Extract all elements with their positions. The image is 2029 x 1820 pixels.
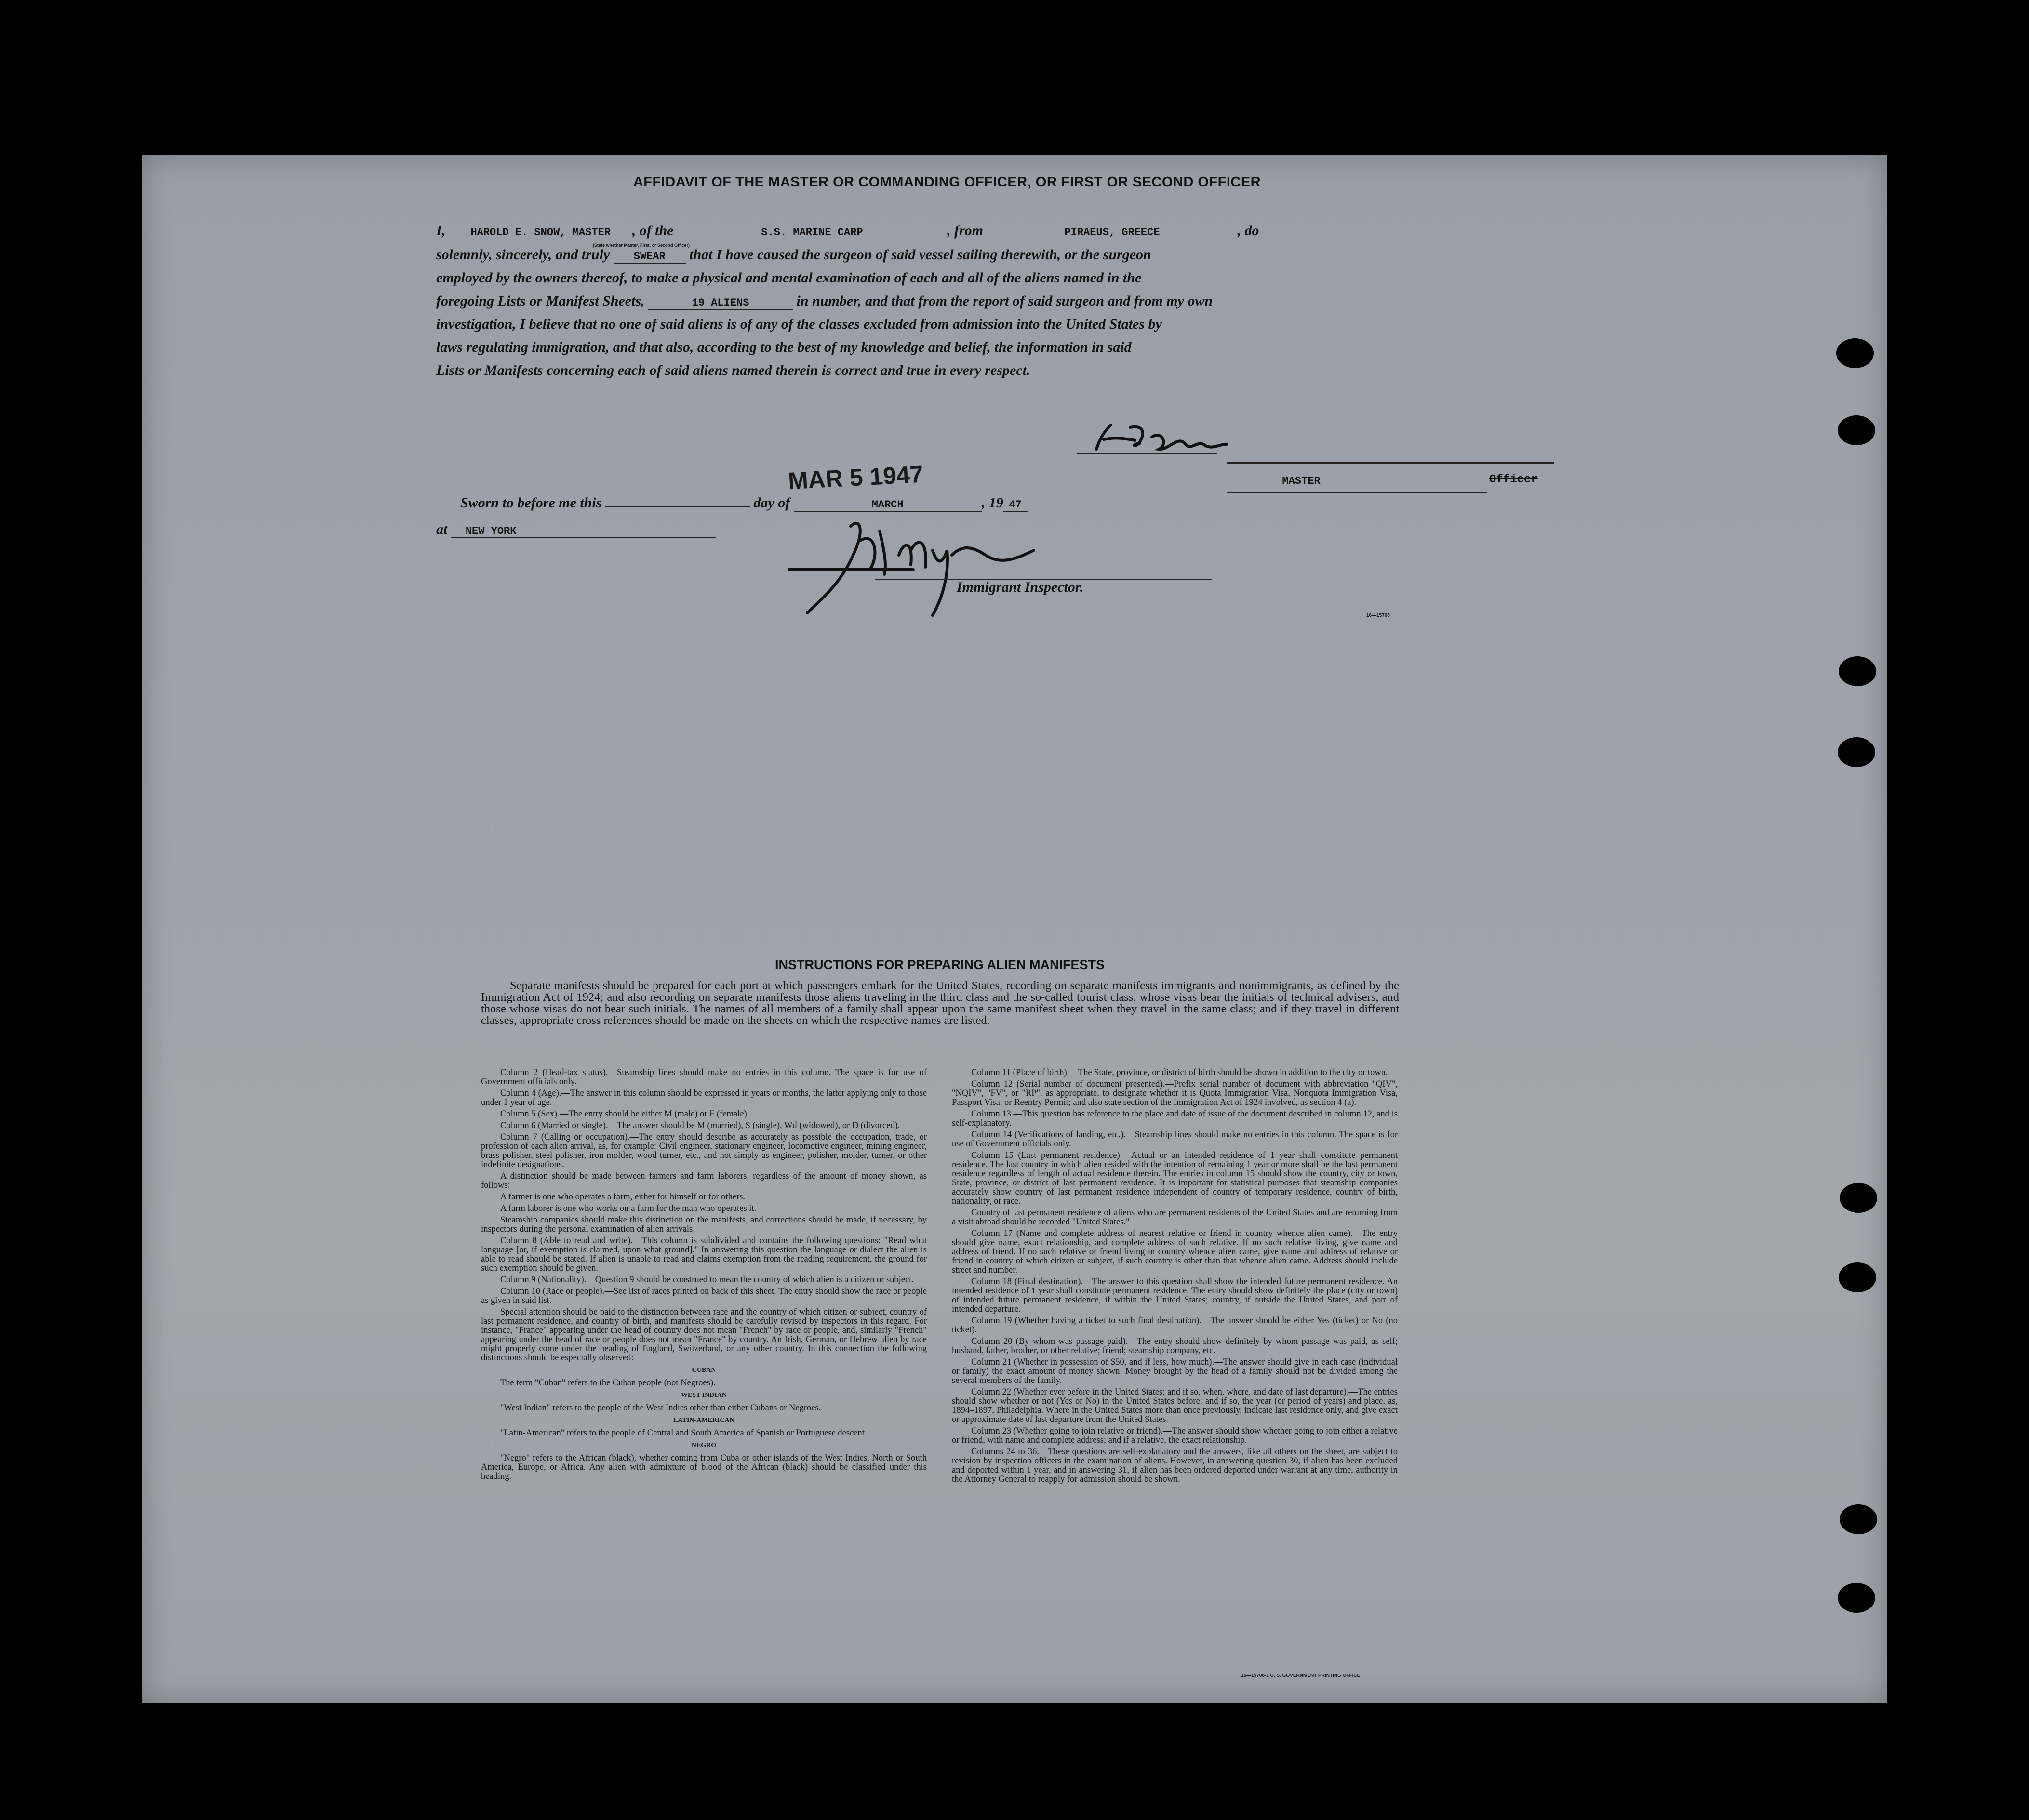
inspector-label: Immigrant Inspector. bbox=[957, 579, 1084, 595]
instruction-paragraph: A farm laborer is one who works on a farm for the man who operates it. bbox=[500, 1204, 757, 1213]
inspector-signature bbox=[788, 512, 1116, 623]
instruction-paragraph: Column 12 (Serial number of document presented).—Prefix serial number of document with abbreviation "QIV", "NQIV", "FV", or "RP", as appropriate, to designate whether it is Quota Immigration Visa, Nonquota Immigration Visa, Passport Visa, or Reentry Permit; and also state section of the Immigration Act of 1924 involved, as section 4 (a). bbox=[952, 1079, 1398, 1107]
text: at bbox=[436, 521, 448, 537]
form-number: 16—15708 bbox=[1366, 613, 1390, 618]
port-field: PIRAEUS, GREECE bbox=[987, 226, 1238, 239]
text: day of bbox=[753, 495, 790, 511]
instruction-paragraph: Column 4 (Age).—The answer in this column should be expressed in years or months, the latter applying only to those under 1 year of age. bbox=[481, 1089, 927, 1107]
signature-underline bbox=[1227, 462, 1554, 464]
instruction-paragraph: Column 10 (Race or people).—See list of races printed on back of this sheet. The entry should show the race or people as given in said list. bbox=[481, 1287, 927, 1305]
instructions-intro: Separate manifests should be prepared for each port at which passengers embark for the United States, recording on separate manifests immigrants and nonimmigrants, as defined by the Immigration Act of 1924; and also recording on separate manifests those aliens traveling in the third class and the so-called tourist class, whose visas bear the initials of technical advisers, and those whose visas do not bear such initials. The names of all members of a family shall appear upon the same manifest sheet when they travel in the same class; and if they travel in different classes, appropriate cross references should be made on the sheets on which the respective names are listed. bbox=[481, 979, 1399, 1027]
instruction-paragraph: Column 15 (Last permanent residence).—Actual or an intended residence of 1 year shall constitute permanent residence. The last country in which alien resided with the intention of remaining 1 year or more shall be the last permanent residence regardless of length of actual residence therein. The entries in column 15 should show the country, city or town, State, province, or district of last permanent residence. It is important for statistical purposes that steamship companies accurately show country of last permanent residence independent of country of temporary residence, country of birth, nationality, or race. bbox=[952, 1151, 1398, 1206]
instruction-paragraph: Column 22 (Whether ever before in the United States; and if so, when, where, and date of last departure).—The entries should show whether or not (Yes or No) in the United States before; and if so, the year (or period of years) and place, as, 1894–1897, Philadelphia. Where in the United States more than once previously, indicate last residence only, and give exact or approximate date of last departure from the United States. bbox=[952, 1387, 1398, 1424]
binder-hole bbox=[1838, 737, 1875, 767]
instruction-paragraph: Column 23 (Whether going to join relative or friend).—The answer should show whether going to join either a relative or friend, with name and complete address; and if a relative, the exact relationship. bbox=[952, 1426, 1398, 1445]
instruction-paragraph: Column 5 (Sex).—The entry should be either M (male) or F (female). bbox=[500, 1109, 749, 1119]
affidavit-title: AFFIDAVIT OF THE MASTER OR COMMANDING OFFICER, OR FIRST OR SECOND OFFICER bbox=[633, 174, 1261, 190]
oath-field: SWEAR bbox=[614, 251, 686, 264]
instruction-paragraph: Column 9 (Nationality).—Question 9 should be construed to mean the country of which alien is a citizen or subject. bbox=[500, 1275, 914, 1285]
instruction-paragraph: Column 7 (Calling or occupation).—The entry should describe as accurately as possible the occupation, trade, or profession of each alien arrival, as, for example: Civil engineer, stationary engineer, locomotive engineer, mining engineer, brass polisher, steel polisher, iron molder, wood turner, etc., and not simply as engineer, polisher, molder, turner, or other indefinite designations. bbox=[481, 1132, 927, 1169]
instruction-paragraph: Column 20 (By whom was passage paid).—The entry should show definitely by whom passage was paid, as self; husband, father, brother, or other relative; friend; steamship company, etc. bbox=[952, 1337, 1398, 1355]
officer-hint: (State whether Master, First, or Second Officer) bbox=[593, 243, 690, 248]
sworn-line bbox=[460, 495, 1028, 512]
text: , from bbox=[947, 223, 984, 239]
text: that I have caused the surgeon of said vessel sailing therewith, or the surgeon bbox=[689, 247, 1151, 263]
instruction-paragraph: Country of last permanent residence of aliens who are permanent residents of the United States and are returning from a visit abroad should be recorded "United States." bbox=[952, 1208, 1398, 1227]
instruction-paragraph: Steamship companies should make this distinction on the manifests, and corrections should be made, if necessary, by inspectors during the personal examination of alien arrivals. bbox=[481, 1215, 927, 1234]
instruction-paragraph: Column 11 (Place of birth).—The State, province, or district of birth should be shown in addition to the city or town. bbox=[971, 1068, 1388, 1077]
text: I, bbox=[436, 223, 446, 239]
instruction-paragraph: Column 18 (Final destination).—The answer to this question shall show the intended future permanent residence. An intended residence of 1 year shall constitute permanent residence. The entry should show definitely the place (city or town) of intended future permanent residence, if within the United States; country, if outside the United States, and port of intended departure. bbox=[952, 1277, 1398, 1314]
heading-west-indian: WEST INDIAN bbox=[681, 1392, 727, 1399]
text: , do bbox=[1237, 223, 1259, 239]
instruction-paragraph: Column 8 (Able to read and write).—This column is subdivided and contains the following questions: "Read what language [or, if exemption is claimed, upon what ground]." In answering this question the language or dialect the alien is able to read should be stated. If alien is unable to read and claims exemption from the reading requirement, the ground for such exemption should be given. bbox=[481, 1236, 927, 1273]
text: solemnly, sincerely, and truly bbox=[436, 247, 610, 263]
instruction-paragraph: Special attention should be paid to the distinction between race and the country of which citizen or subject, country of last permanent residence, and country of birth, and manifests should be carefully revised by inspectors in this regard. For instance, "France" appearing under the head of country does not mean "French" by race or people, and, similarly "French" appearing under the head of race or people does not mean "France" by country. An Irish, German, or Hebrew alien by race might properly come under the heading of England, Switzerland, or any other country. In this connection the following distinctions should be especially observed: bbox=[481, 1307, 927, 1363]
binder-hole bbox=[1839, 1262, 1876, 1292]
instruction-paragraph: Column 13.—This question has reference to the place and date of issue of the document described in column 12, and is self-explanatory. bbox=[952, 1109, 1398, 1128]
struck-text: Officer bbox=[1489, 473, 1538, 486]
text: Sworn to before me this bbox=[460, 495, 602, 511]
place-line bbox=[436, 521, 716, 538]
instruction-paragraph: Column 19 (Whether having a ticket to such final destination).—The answer should be either Yes (ticket) or No (no ticket). bbox=[952, 1316, 1398, 1335]
instruction-paragraph: "West Indian" refers to the people of the West Indies other than either Cubans or Negroes. bbox=[500, 1403, 821, 1413]
vessel-field: S.S. MARINE CARP bbox=[677, 226, 947, 239]
instruction-paragraph: A distinction should be made between farmers and farm laborers, regardless of the amount of money shown, as follows: bbox=[481, 1171, 927, 1190]
binder-hole bbox=[1840, 1504, 1877, 1534]
instruction-paragraph: A farmer is one who operates a farm, either for himself or for others. bbox=[500, 1192, 746, 1202]
text: , of the bbox=[632, 223, 674, 239]
rule bbox=[1227, 492, 1487, 493]
instruction-paragraph: Columns 24 to 36.—These questions are self-explanatory and the answers, like all others on the sheet, are subject to revision by inspection officers in the examination of aliens. However, in answering question 30, if alien has been excluded and deported within 1 year, and in answering 31, if alien has been ordered deported under warrant at any time, authority in the Attorney General to reapply for admission should be shown. bbox=[952, 1447, 1398, 1484]
printing-office-footer: 16—15708-1 U. S. GOVERNMENT PRINTING OFFICE bbox=[1241, 1673, 1361, 1678]
aliens-count-field: 19 ALIENS bbox=[648, 297, 793, 310]
heading-cuban: CUBAN bbox=[692, 1367, 716, 1374]
binder-hole bbox=[1839, 656, 1876, 686]
month-field: MARCH bbox=[794, 499, 982, 512]
affidavit-line-4 bbox=[436, 293, 1213, 310]
instruction-paragraph: Column 6 (Married or single).—The answer should be M (married), S (single), Wd (widowed), or D (divorced). bbox=[500, 1121, 900, 1130]
master-signature bbox=[1068, 415, 1366, 468]
affidavit-line-1 bbox=[436, 223, 1259, 239]
heading-negro: NEGRO bbox=[691, 1442, 717, 1449]
heading-latin-american: LATIN-AMERICAN bbox=[673, 1417, 734, 1424]
instructions-right-column bbox=[952, 1068, 1398, 1487]
date-stamp: MAR 5 1947 bbox=[787, 460, 924, 495]
text: , 19 bbox=[981, 495, 1003, 511]
text: foregoing Lists or Manifest Sheets, bbox=[436, 293, 645, 309]
year-field: 47 bbox=[1003, 499, 1028, 512]
officer-title-line bbox=[1227, 473, 1554, 494]
instruction-paragraph: Column 17 (Name and complete address of nearest relative or friend in country whence alien came).—The entry should give name, exact relationship, and complete address of such relative. If no such relative living, give name and address of friend. If no such relative or friend living in country whence alien came, give name and address of relative or friend in country of which citizen or subject, if such country is other than that whence alien came. Address should include street and number. bbox=[952, 1229, 1398, 1275]
instruction-paragraph: Column 14 (Verifications of landing, etc.).—Steamship lines should make no entries in this column. The space is for use of Government officials only. bbox=[952, 1130, 1398, 1149]
binder-hole bbox=[1840, 1183, 1877, 1213]
officer-name-field: HAROLD E. SNOW, MASTER bbox=[449, 226, 632, 239]
instruction-paragraph: "Latin-American" refers to the people of Central and South America of Spanish or Portuguese descent. bbox=[500, 1428, 867, 1438]
city-field: NEW YORK bbox=[451, 525, 716, 538]
affidavit-line-7: Lists or Manifests concerning each of said aliens named therein is correct and true in every respect. bbox=[436, 362, 1030, 378]
text: in number, and that from the report of said surgeon and from my own bbox=[796, 293, 1213, 309]
instructions-left-column bbox=[481, 1068, 927, 1484]
sworn-day-field bbox=[605, 506, 750, 507]
title-role: MASTER bbox=[1282, 475, 1321, 487]
binder-hole bbox=[1836, 338, 1874, 368]
affidavit-line-6: laws regulating immigration, and that also, according to the best of my knowledge and belief, the information in said bbox=[436, 339, 1132, 355]
affidavit-line-5: investigation, I believe that no one of said aliens is of any of the classes excluded from admission into the United States by bbox=[436, 316, 1162, 332]
instruction-paragraph: "Negro" refers to the African (black), whether coming from Cuba or other islands of the West Indies, North or South America, Europe, or Africa. Any alien with admixture of blood of the African (black) should be classified under this heading. bbox=[481, 1453, 927, 1481]
affidavit-line-2 bbox=[436, 247, 1151, 264]
instruction-paragraph: Column 21 (Whether in possession of $50, and if less, how much).—The answer should give in each case (individual or family) the exact amount of money shown. Money brought by the head of a family should not be divided among the several members of the family. bbox=[952, 1357, 1398, 1385]
binder-hole bbox=[1838, 415, 1875, 445]
binder-hole bbox=[1838, 1583, 1875, 1613]
instruction-paragraph: The term "Cuban" refers to the Cuban people (not Negroes). bbox=[500, 1378, 716, 1388]
instructions-title: INSTRUCTIONS FOR PREPARING ALIEN MANIFESTS bbox=[774, 957, 1105, 972]
affidavit-line-3: employed by the owners thereof, to make a physical and mental examination of each and all of the aliens named in the bbox=[436, 270, 1142, 286]
instruction-paragraph: Column 2 (Head-tax status).—Steamship lines should make no entries in this column. The space is for use of Government officials only. bbox=[481, 1068, 927, 1087]
manifest-sheet bbox=[142, 155, 1887, 1703]
